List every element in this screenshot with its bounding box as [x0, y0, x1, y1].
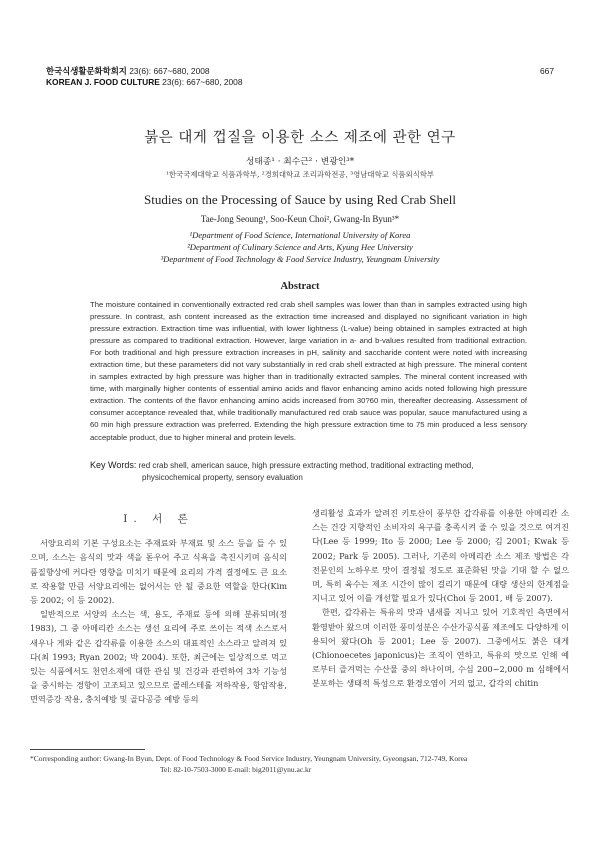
footnote-line-1: *Corresponding author: Gwang-In Byun, Dept. of Food Technology & Food Service Industry, Yeungnam University, Gyeongsan, 712-749, Korea: [30, 754, 468, 763]
footnote-line-2: Tel: 82-10-7503-3000 E-mail: big2011@ynu.ac.kr: [160, 765, 312, 774]
footnote: [30, 753, 467, 775]
title-korean: 붉은 대게 껍질을 이용한 소스 제조에 관한 연구: [144, 130, 456, 146]
keywords-line-1: red crab shell, american sauce, high pressure extracting method, traditional extracting method,: [138, 461, 474, 470]
affiliation-1: ¹Department of Food Science, International University of Korea: [189, 230, 411, 240]
citation-en: 23(6): 667~680, 2008: [162, 77, 243, 87]
citation-ko: 23(6): 667~680, 2008: [129, 66, 210, 76]
left-column: [30, 506, 287, 707]
affiliation-3: ³Department of Food Technology & Food Service Industry, Yeungnam University: [160, 254, 440, 264]
affiliation-2: ²Department of Culinary Science and Arts, Kyung Hee University: [187, 242, 413, 252]
keywords-label: Key Words:: [90, 460, 137, 470]
page-number: 667: [540, 66, 554, 76]
paragraph: 생리활성 효과가 알려진 키토산이 풍부한 갑각류를 이용한 아메리칸 소스는 건강 지향적인 소비자의 욕구를 충족시켜 줄 수 있을 것으로 여겨진다(Lee 등 1999; Ito 등 2000; Lee 등 2000; 김 2001; Kwak 등 2002; Park 등 2005). 그러나, 기존의 아메리칸 소스 제조 방법은 각 전문인의 노하우로 맛이 결정될 정도로 표준화된 맛을 기대 할 수 없으며, 특히 육수는 제조 시간이 많이 걸리기 때문에 대량 생산의 한계점을 지니고 있어 이를 개선할 필요가 있다(Choi 등 2001, 배 등 2007).: [312, 508, 569, 604]
journal-header: [46, 66, 243, 88]
abstract-heading: Abstract: [280, 281, 320, 292]
paragraph: 서양요리의 기본 구성요소는 주재료와 부재료 및 소스 등을 들 수 있으며, 소스는 음식의 맛과 색을 돋우어 주고 식욕을 촉진시키며 음식의 품질향상에 커다란 영향을 미치기 때문에 요리의 가격 결정에도 큰 요소로 작용할 만큼 서양요리에는 없어서는 안 될 중요한 역할을 한다(Kim 등 2002; 이 등 2002).: [30, 538, 287, 606]
authors-korean: 성태종¹ · 최수근² · 변광인³*: [245, 157, 355, 167]
authors-english: Tae-Jong Seoung¹, Soo-Keun Choi², Gwang-In Byun³*: [200, 214, 400, 224]
paragraph: 일반적으로 서양의 소스는 색, 용도, 주재료 등에 의해 분류되며(정 1983), 그 중 아메리칸 소스는 생선 요리에 주로 쓰이는 적색 소스로서 새우나 게와 같은 갑각류를 이용한 소스의 대표적인 소스라고 알려져 있다(최 1993; Ryan 2002; 박 2004). 또한, 최근에는 일상적으로 먹고 있는 식품에서도 천연소재에 대한 관심 및 건강과 관련하여 3차 기능성을 중시하는 경향이 고조되고 있으므로 콜레스테롤 저하작용, 항암작용, 면역증강 작용, 충치예방 및 골다공증 예방 등의: [30, 609, 287, 705]
journal-name-en: KOREAN J. FOOD CULTURE: [46, 77, 160, 87]
keywords-line-2: physicochemical property, sensory evaluation: [142, 472, 303, 482]
footnote-divider: [30, 749, 145, 750]
section-heading: I. 서 론: [123, 513, 194, 525]
right-column: [312, 506, 569, 691]
affiliations-korean: ¹한국국제대학교 식품과학부, ²경희대학교 조리과학전공, ³영남대학교 식품외식학부: [165, 170, 435, 179]
journal-name-ko: 한국식생활문화학회지: [46, 66, 127, 76]
abstract-text: The moisture contained in conventionally extracted red crab shell samples was lower than than in samples extracted using high pressure. In contrast, ash content increased as the extraction time increased and displayed no significant variation in high pressure extraction. Extraction time was influential, with lower lightness (L-value) being obtained in samples extracted at high pressure as compared to traditional extraction. However, large variation in a- and b-values resulted from traditional extraction. For both traditional and high pressure extraction increases in pH, salinity and saccharide content were noted with increasing extraction time, but these parameters did not vary substantially in red crab shell extracted at high pressure. The mineral content in samples extracted by high pressure was higher than in traditionally extracted samples. The mineral content increased with time, with marginally higher contents of essential amino acids and flavor enhancing amino acids noted following high pressure extraction. The contents of the flavor enhancing amino acids increased from 30?60 min, thereafter decreasing. Assessment of consumer acceptance revealed that, while traditionally manufactured red crab sauce was popular, sauce manufactured using a 60 min high pressure extraction was preferred. Extending the high pressure extraction time to 75 min produced a less sensory acceptable product, due to higher mineral and protein levels.: [90, 300, 527, 442]
keywords: [90, 460, 527, 483]
title-english: Studies on the Processing of Sauce by using Red Crab Shell: [144, 192, 456, 207]
paragraph: 한편, 갑각류는 특유의 맛과 냄새를 지니고 있어 기호적인 측면에서 환영받아 왔으며 이러한 풍미성분은 수산가공식품 제조에도 다양하게 이용되어 왔다(Oh 등 2001; Lee 등 2007). 그중에서도 붉은 대게(Chionoecetes japonicus)는 조직이 연하고, 특유의 맛으로 인해 예로부터 즐겨먹는 수산물 중의 하나이며, 수심 200~2,000 m 심해에서 분포하는 생태적 특성으로 환경오염이 거의 없고, 갑각의 chitin: [312, 607, 569, 689]
